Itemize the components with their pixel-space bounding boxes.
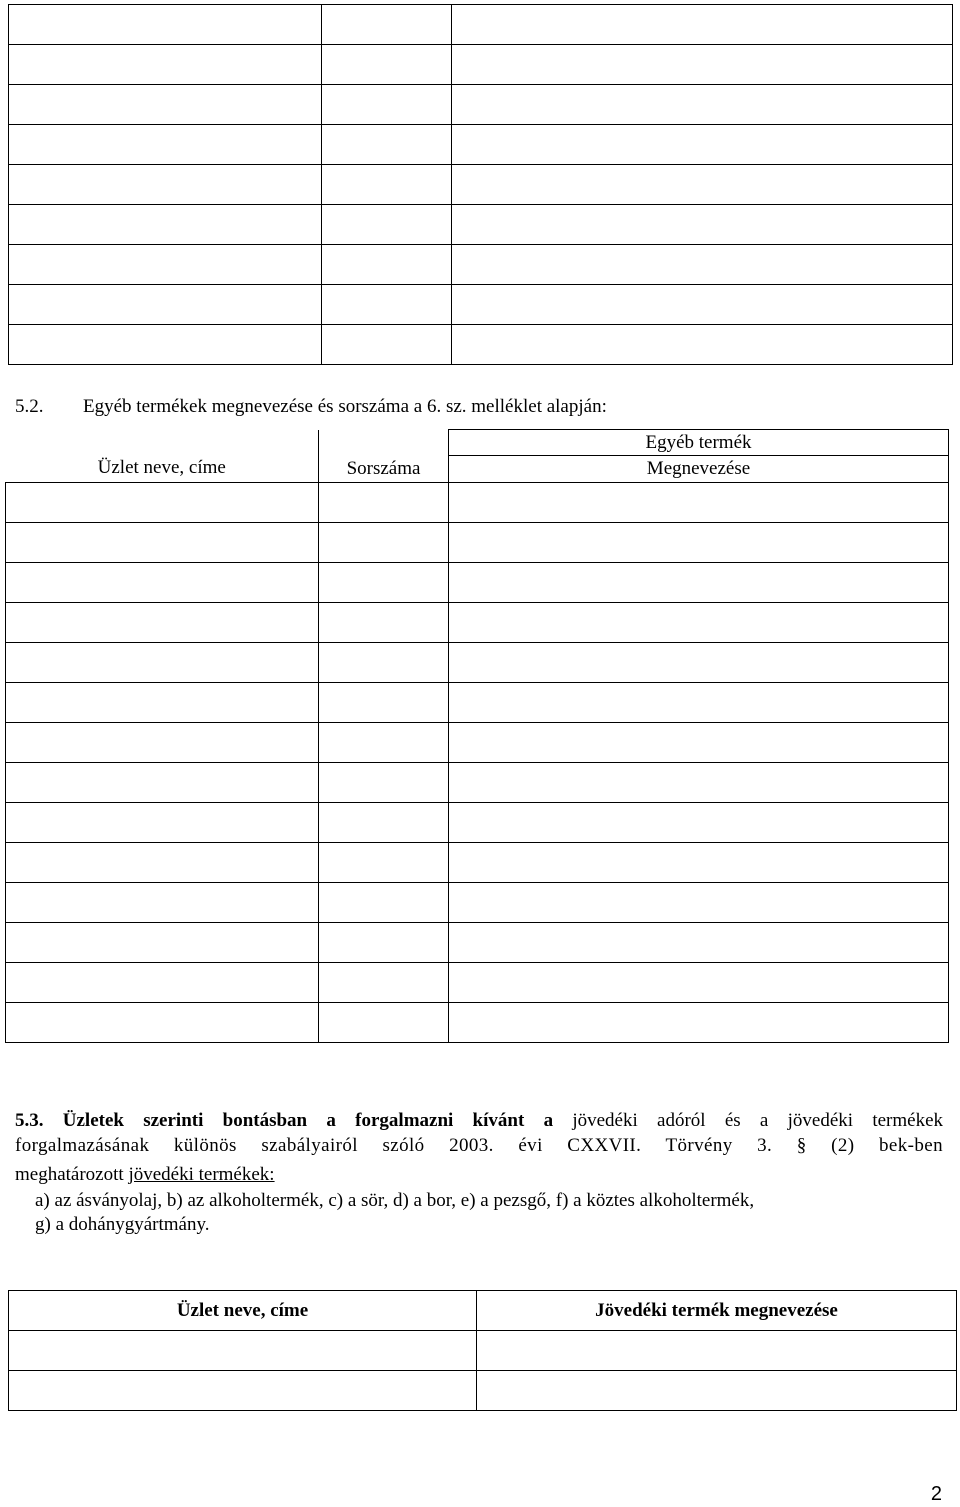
table-row xyxy=(6,683,949,723)
table-row xyxy=(9,45,953,85)
table-row xyxy=(9,125,953,165)
table-row xyxy=(9,5,953,45)
table-row xyxy=(6,523,949,563)
section-5-2-heading xyxy=(15,396,607,418)
table-row xyxy=(9,245,953,285)
header-serial-number: Sorszáma xyxy=(319,456,449,483)
section-number: 5.2. xyxy=(15,396,44,417)
table-row xyxy=(6,563,949,603)
table-row xyxy=(6,803,949,843)
table-row xyxy=(6,883,949,923)
table-row xyxy=(9,1371,957,1411)
header-designation: Megnevezése xyxy=(449,456,949,483)
table-row xyxy=(9,325,953,365)
table-row xyxy=(9,205,953,245)
excise-products-table xyxy=(8,1290,957,1411)
table-row xyxy=(6,843,949,883)
section-number: 5.3. xyxy=(15,1110,44,1131)
header-shop-name-address: Üzlet neve, címe xyxy=(9,1291,477,1331)
section-5-3-product-list-end: g) a dohánygyártmány. xyxy=(35,1214,210,1235)
other-products-table xyxy=(5,429,949,1043)
section-5-3-product-list: a) az ásványolaj, b) az alkoholtermék, c) a sör, d) a bor, e) a pezsgő, f) a köztes alkoholtermék, xyxy=(35,1190,755,1211)
section-intro-rest: jövedéki adóról és a jövedéki termékek xyxy=(572,1110,943,1131)
top-continuation-table xyxy=(8,4,953,365)
table-row xyxy=(6,923,949,963)
section-5-3-line-1 xyxy=(15,1109,943,1132)
table-row xyxy=(6,723,949,763)
table-row xyxy=(9,285,953,325)
header-row xyxy=(9,1291,957,1331)
section-title: Egyéb termékek megnevezése és sorszáma a 6. sz. melléklet alapján: xyxy=(83,396,607,417)
table-row xyxy=(6,643,949,683)
header-shop-name-address: Üzlet neve, címe xyxy=(6,430,319,483)
header-row-1 xyxy=(6,430,949,456)
table-row xyxy=(9,85,953,125)
header-excise-product-name: Jövedéki termék megnevezése xyxy=(477,1291,957,1331)
table-row xyxy=(9,165,953,205)
table-row xyxy=(6,483,949,523)
section-intro-bold: Üzletek szerinti bontásban a forgalmazni kívánt a xyxy=(62,1110,554,1131)
header-other-product: Egyéb termék xyxy=(449,430,949,456)
excise-products-underlined: jövedéki termékek: xyxy=(128,1164,275,1185)
table-row xyxy=(6,1003,949,1043)
table-row xyxy=(9,1331,957,1371)
table-row xyxy=(6,603,949,643)
section-5-3-line-2: forgalmazásának különös szabályairól szóló 2003. évi CXXVII. Törvény 3. § (2) bek-ben xyxy=(15,1135,943,1156)
table-row xyxy=(6,763,949,803)
section-5-3-line-3: meghatározott jövedéki termékek: xyxy=(15,1164,275,1185)
table-row xyxy=(6,963,949,1003)
page-number: 2 xyxy=(930,1483,942,1505)
